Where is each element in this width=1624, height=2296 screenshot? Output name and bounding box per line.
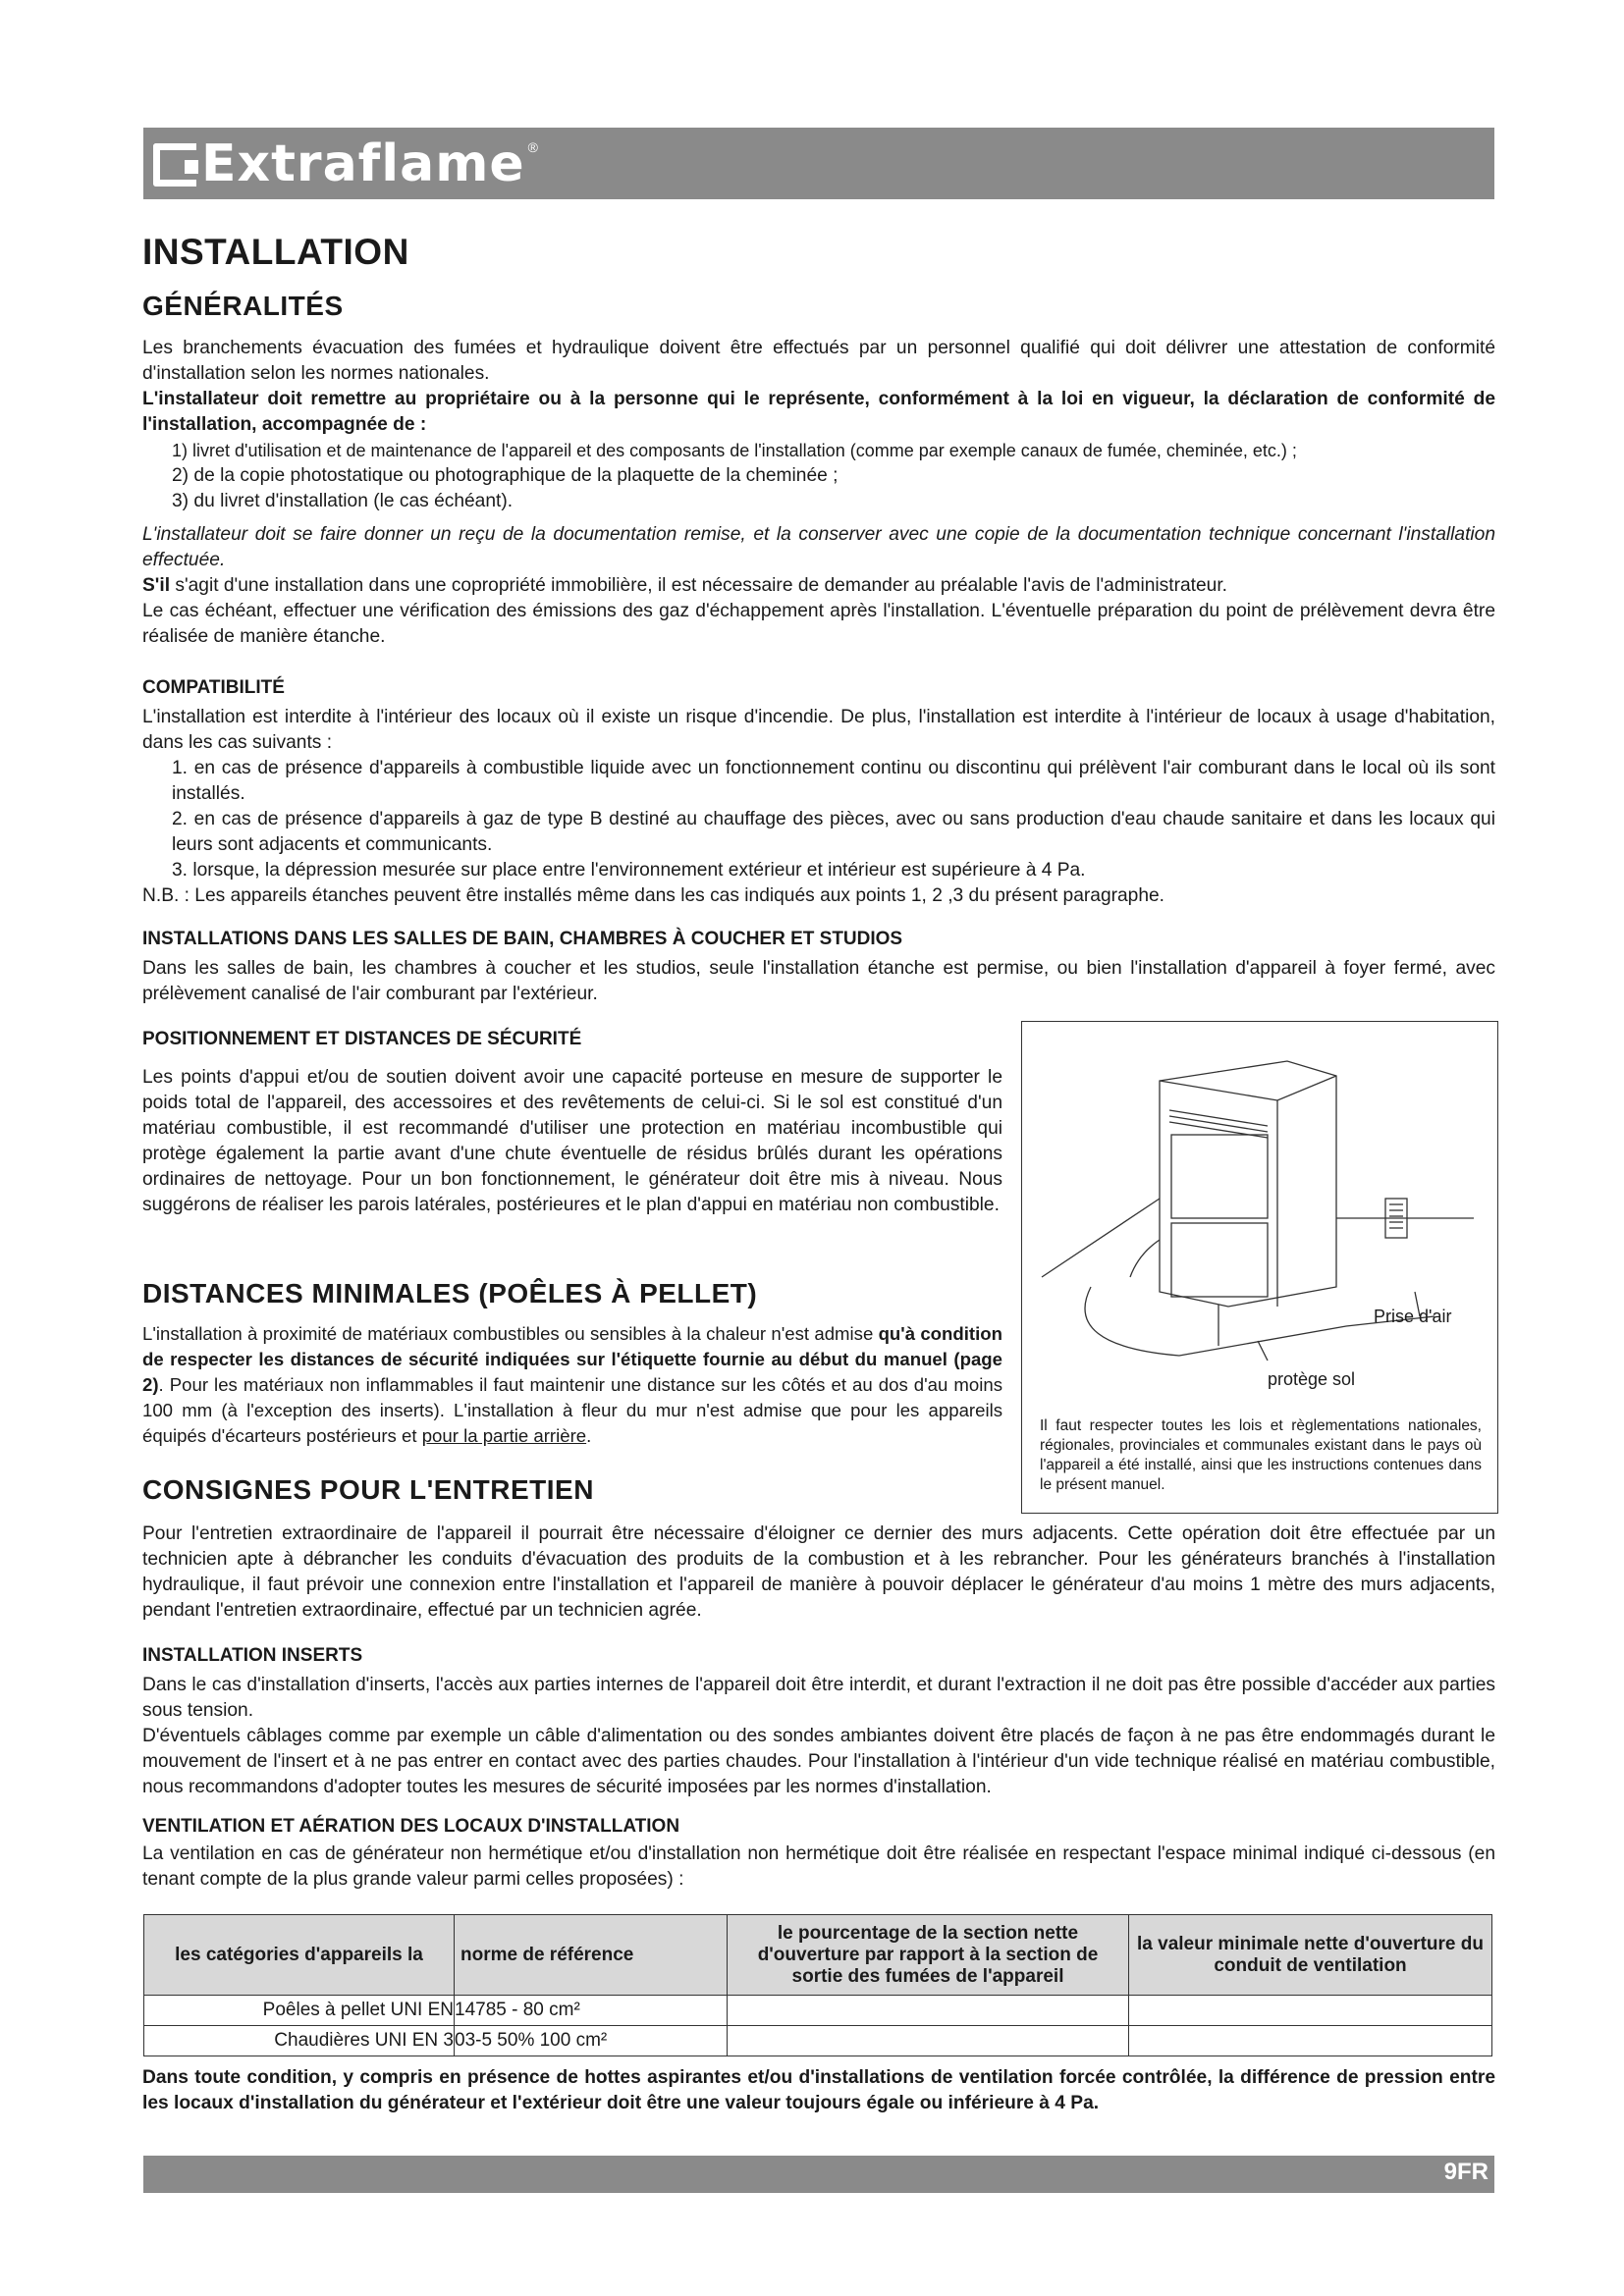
section-entretien <box>142 1522 1495 1624</box>
list-item: 3) du livret d'installation (le cas échéant). <box>172 491 514 511</box>
section-heading-generalites: GÉNÉRALITÉS <box>142 291 344 321</box>
section-heading-salles-bain: INSTALLATIONS DANS LES SALLES DE BAIN, CHAMBRES À COUCHER ET STUDIOS <box>142 929 903 949</box>
text-bold: S'il <box>142 575 171 596</box>
section-heading-distances: DISTANCES MINIMALES (POÊLES À PELLET) <box>142 1278 758 1308</box>
paragraph: D'éventuels câblages comme par exemple un câble d'alimentation ou des sondes ambiantes doivent être placés de façon à ne pas être endommagés durant le mouvement de l'insert et à ne pas entrer en contact avec des parties chaudes. Pour l'installation à l'intérieur d'un vide technique réalisé en matériau combustible, nous recommandons d'adopter toutes les mesures de sécurité imposées par les normes d'installation. <box>142 1726 1495 1797</box>
paragraph: La ventilation en cas de générateur non hermétique et/ou d'installation non hermétique doit être réalisée en respectant l'espace minimal indiqué ci-dessous (en tenant compte de la plus grande valeur parmi celles proposées) : <box>142 1843 1495 1890</box>
section-positionnement <box>142 1065 1002 1218</box>
list-item: 2. en cas de présence d'appareils à gaz de type B destiné au chauffage des pièces, avec ou sans production d'eau chaude sanitaire et dans les locaux qui leurs sont adjacents et communicants. <box>172 809 1495 855</box>
list-item: 2) de la copie photostatique ou photographique de la plaquette de la cheminée ; <box>172 465 839 486</box>
paragraph: Les points d'appui et/ou de soutien doivent avoir une capacité porteuse en mesure de supporter le poids total de l'appareil, des accessoires et des revêtements de celui-ci. Si le sol est constitué d'un matériau combustible, il est recommandé d'utiliser une protection en matériau incombustible qui protège également la partie avant d'une chute éventuelle de résidus brûlés durant les opérations ordinaires de nettoyage. Pour un bon fonctionnement, le générateur doit être mis à niveau. Nous suggérons de réaliser les parois latérales, postérieures et le plan d'appui en matériau non combustible. <box>142 1067 1002 1215</box>
stove-figure <box>1021 1021 1498 1514</box>
section-inserts <box>142 1673 1495 1800</box>
brand-logo <box>153 133 538 194</box>
table-cell <box>728 2026 1129 2056</box>
table-header-cell: norme de référence <box>455 1915 728 1996</box>
registered-mark: ® <box>527 139 538 155</box>
section-ventilation <box>142 1842 1495 1893</box>
text-underline: pour la partie arrière <box>421 1425 587 1446</box>
section-heading-ventilation: VENTILATION ET AÉRATION DES LOCAUX D'INSTALLATION <box>142 1816 680 1837</box>
paragraph: Dans le cas d'installation d'inserts, l'accès aux parties internes de l'appareil doit être interdit, et durant l'extraction il ne doit pas être possible d'accéder aux parties sous tension. <box>142 1675 1495 1721</box>
section-heading-compatibilite: COMPATIBILITÉ <box>142 677 285 698</box>
section-heading-entretien: CONSIGNES POUR L'ENTRETIEN <box>142 1474 594 1505</box>
text: . <box>586 1425 592 1446</box>
paragraph: L'installation est interdite à l'intérieur des locaux où il existe un risque d'incendie. De plus, l'installation est interdite à l'intérieur de locaux à usage d'habitation, dans les cas suivants : <box>142 707 1495 753</box>
paragraph-italic: L'installateur doit se faire donner un reçu de la documentation remise, et la conserver avec une copie de la documentation technique concernant l'installation effectuée. <box>142 524 1495 570</box>
section-distances <box>142 1321 1002 1449</box>
table-header-row <box>144 1915 1492 1996</box>
table-cell <box>1129 1996 1492 2026</box>
text-bold: qu'à condition de respecter les distances de sécurité indiquées sur l'étiquette fournie au début du manuel (page 2) <box>142 1323 1002 1395</box>
page-number: 9FR <box>1443 2159 1489 2185</box>
paragraph: Le cas échéant, effectuer une vérification des émissions des gaz d'échappement après l'installation. L'éventuelle préparation du point de prélèvement devra être réalisée de manière étanche. <box>142 601 1495 647</box>
section-heading-inserts: INSTALLATION INSERTS <box>142 1645 363 1666</box>
text: . Pour les matériaux non inflammables il faut maintenir une distance sur les côtés et au dos d'au moins 100 mm (à l'exception des inserts). L'installation à fleur du mur n'est admise que pour les appareils équipés d'écarteurs postérieurs et <box>142 1374 1002 1446</box>
list-item: 3. lorsque, la dépression mesurée sur place entre l'environnement extérieur et intérieur est supérieure à 4 Pa. <box>172 860 1086 881</box>
label-protege-sol: protège sol <box>1268 1369 1356 1389</box>
label-prise-air: Prise d'air <box>1374 1307 1452 1326</box>
table-cell: 14785 - 80 cm² <box>455 1996 728 2026</box>
table-header-cell: la valeur minimale nette d'ouverture du conduit de ventilation <box>1129 1915 1492 1996</box>
table-cell: Poêles à pellet UNI EN <box>144 1996 455 2026</box>
ventilation-footer-note <box>142 2065 1495 2116</box>
footer-bar <box>143 2156 1494 2193</box>
section-generalites <box>142 336 1495 650</box>
table-row <box>144 1996 1492 2026</box>
paragraph: Pour l'entretien extraordinaire de l'appareil il pourrait être nécessaire d'éloigner ce dernier des murs adjacents. Cette opération doit être effectuée par un technicien apte à débrancher les conduits d'évacuation des produits de la combustion et à les rebrancher. Pour les générateurs branchés à l'installation hydraulique, il faut prévoir une connexion entre l'installation et l'appareil de manière à pouvoir déplacer le générateur d'au moins 1 mètre des murs adjacents, pendant l'entretien extraordinaire, effectué par un technicien agrée. <box>142 1523 1495 1621</box>
brand-name: Extraflame <box>201 134 525 193</box>
table-cell: 03-5 50% 100 cm² <box>455 2026 728 2056</box>
text: s'agit d'une installation dans une copropriété immobilière, il est nécessaire de demander au préalable l'avis de l'administrateur. <box>170 575 1227 596</box>
paragraph-note: N.B. : Les appareils étanches peuvent être installés même dans les cas indiqués aux points 1, 2 ,3 du présent paragraphe. <box>142 885 1165 906</box>
text: L'installation à proximité de matériaux combustibles ou sensibles à la chaleur n'est admise <box>142 1323 879 1344</box>
table-cell: Chaudières UNI EN 3 <box>144 2026 455 2056</box>
list-item: 1. en cas de présence d'appareils à combustible liquide avec un fonctionnement continu ou discontinu qui prélèvent l'air comburant dans le local où ils sont installés. <box>172 758 1495 804</box>
table-row <box>144 2026 1492 2056</box>
section-heading-positionnement: POSITIONNEMENT ET DISTANCES DE SÉCURITÉ <box>142 1029 582 1049</box>
figure-caption: Il faut respecter toutes les lois et règlementations nationales, régionales, provinciales et communales existant dans le pays où l'appareil a été installé, ainsi que les instructions contenues dans le présent manuel. <box>1040 1417 1482 1493</box>
ventilation-table <box>143 1914 1492 2056</box>
table-cell <box>728 1996 1129 2026</box>
logo-mark-icon <box>153 143 196 187</box>
stove-illustration <box>1022 1022 1496 1415</box>
paragraph-bold: L'installateur doit remettre au propriétaire ou à la personne qui le représente, conformément à la loi en vigueur, la déclaration de conformité de l'installation, accompagnée de : <box>142 389 1495 435</box>
paragraph <box>142 1321 1002 1449</box>
list-item: 1) livret d'utilisation et de maintenance de l'appareil et des composants de l'installation (comme par exemple canaux de fumée, cheminée, etc.) ; <box>172 441 1297 460</box>
paragraph: Dans les salles de bain, les chambres à coucher et les studios, seule l'installation étanche est permise, ou bien l'installation d'appareil à foyer fermé, avec prélèvement canalisé de l'air comburant par l'extérieur. <box>142 958 1495 1004</box>
paragraph <box>142 573 1495 599</box>
table-header-cell: les catégories d'appareils la <box>144 1915 455 1996</box>
paragraph-bold: Dans toute condition, y compris en présence de hottes aspirantes et/ou d'installations de ventilation forcée contrôlée, la différence de pression entre les locaux d'installation du générateur et l'extérieur doit être une valeur toujours égale ou inférieure à 4 Pa. <box>142 2067 1495 2113</box>
table-cell <box>1129 2026 1492 2056</box>
table-header-cell: le pourcentage de la section nette d'ouverture par rapport à la section de sortie des fumées de l'appareil <box>728 1915 1129 1996</box>
paragraph: Les branchements évacuation des fumées et hydraulique doivent être effectués par un personnel qualifié qui doit délivrer une attestation de conformité d'installation selon les normes nationales. <box>142 338 1495 384</box>
header-bar <box>143 128 1494 199</box>
page-title: INSTALLATION <box>142 232 409 272</box>
section-salles-bain <box>142 956 1495 1007</box>
section-compatibilite <box>142 705 1495 909</box>
